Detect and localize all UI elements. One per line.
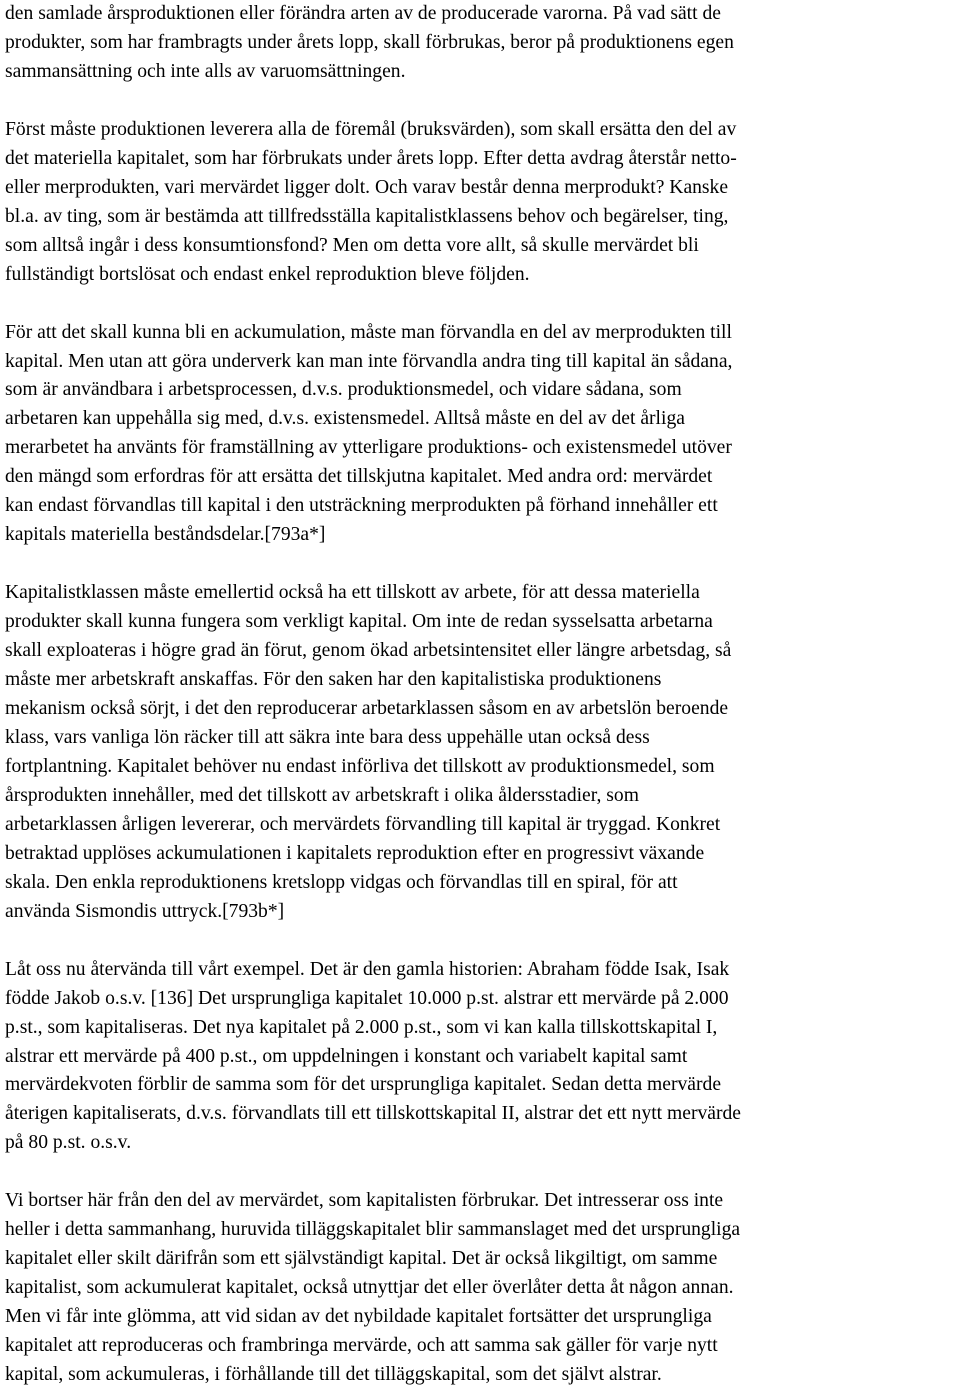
paragraph-gap xyxy=(5,87,960,116)
paragraph-5: Låt oss nu återvända till vårt exempel. Det är den gamla historien: Abraham födde Isak, Isak födde Jakob o.s.v. [136] Det ursprungliga kapitalet 10.000 p.st. alstrar ett mervärde på 2.000 p.st., som kapitaliseras. Det nya kapitalet på 2.000 p.st., som vi kan kalla tillskottskapital I, alstrar ett mervärde på 400 p.st., om uppdelningen i konstant och variabelt kapital samt mervärdekvoten förblir de samma som för det ursprungliga kapitalet. Sedan detta mervärde återigen kapitaliserats, d.v.s. förvandlats till ett tillskottskapital II, alstrar det ett nytt mervärde på 80 p.st. o.s.v. xyxy=(5,958,741,1154)
paragraph-3: För att det skall kunna bli en ackumulation, måste man förvandla en del av merprodukten till kapital. Men utan att göra underverk kan man inte förvandla andra ting till kapital än sådana, som är användbara i arbetsprocessen, d.v.s. produktionsmedel, och vidare sådana, som arbetaren kan uppehålla sig med, d.v.s. existensmedel. Alltså måste en del av det årliga merarbetet ha använts för framställning av ytterligare produktions- och existensmedel utöver den mängd som erfordras för att ersätta det tillskjutna kapitalet. Med andra ord: mervärdet kan endast förvandlas till kapital i den utsträckning merprodukten på förhand innehåller ett kapitals materiella beståndsdelar.[793a*] xyxy=(5,321,733,546)
paragraph-gap xyxy=(5,927,960,956)
paragraph-gap xyxy=(5,1158,960,1187)
paragraph-4: Kapitalistklassen måste emellertid också ha ett tillskott av arbete, för att dessa materiella produkter skall kunna fungera som verkligt kapital. Om inte de redan sysselsatta arbetarna skall exploateras i högre grad än förut, genom ökad arbetsintensitet eller längre arbetsdag, så måste mer arbetskraft anskaffas. För den saken har den kapitalistiska produktionens mekanism också sörjt, i det den reproducerar arbetarklassen såsom en av arbetslön beroende klass, vars vanliga lön räcker till att säkra inte bara dess uppehälle utan också dess fortplantning. Kapitalet behöver nu endast införliva det tillskott av produktionsmedel, som årsprodukten innehåller, med det tillskott av arbetskraft i olika åldersstadier, som arbetarklassen årligen levererar, och mervärdets förvandling till kapital är tryggad. Konkret betraktad upplöses ackumulationen i kapitalets reproduktion efter en progressivt växande skala. Den enkla reproduktionens kretslopp vidgas och förvandlas till en spiral, för att använda Sismondis uttryck.[793b*] xyxy=(5,582,732,922)
paragraph-gap xyxy=(5,550,960,579)
paragraph-gap xyxy=(5,290,960,319)
paragraph-6: Vi bortser här från den del av mervärdet, som kapitalisten förbrukar. Det intresserar oss inte heller i detta sammanhang, huruvida tilläggskapitalet blir sammanslaget med det ursprungliga kapitalet eller skilt därifrån som ett självständigt kapital. Det är också likgiltigt, om samme kapitalist, som ackumulerat kapitalet, också utnyttjar det eller överlåter detta åt någon annan. Men vi får inte glömma, att vid sidan av det nybildade kapitalet fortsätter det ursprungliga kapitalet att reproduceras och frambringa mervärde, och att samma sak gäller för varje nytt kapital, som ackumuleras, i förhållande till det tilläggskapital, som det självt alstrar. xyxy=(5,1190,741,1386)
paragraph-2: Först måste produktionen leverera alla de föremål (bruksvärden), som skall ersätta den del av det materiella kapitalet, som har förbrukats under årets lopp. Efter detta avdrag återstår netto- eller merprodukten, vari mervärdet ligger dolt. Och varav består denna merprodukt? Kanske bl.a. av ting, som är bestämda att tillfredsställa kapitalistklassens behov och begärelser, ting, som alltså ingår i dess konsumtionsfond? Men om detta vore allt, så skulle mervärdet bli fullständigt bortslösat och endast enkel reproduktion bleve följden. xyxy=(5,118,737,285)
paragraph-1: den samlade årsproduktionen eller förändra arten av de producerade varorna. På vad sätt de produkter, som har frambragts under årets lopp, skall förbrukas, beror på produktionens egen sammansättning och inte alls av varuomsättningen. xyxy=(5,3,734,82)
document-body xyxy=(5,0,960,1390)
